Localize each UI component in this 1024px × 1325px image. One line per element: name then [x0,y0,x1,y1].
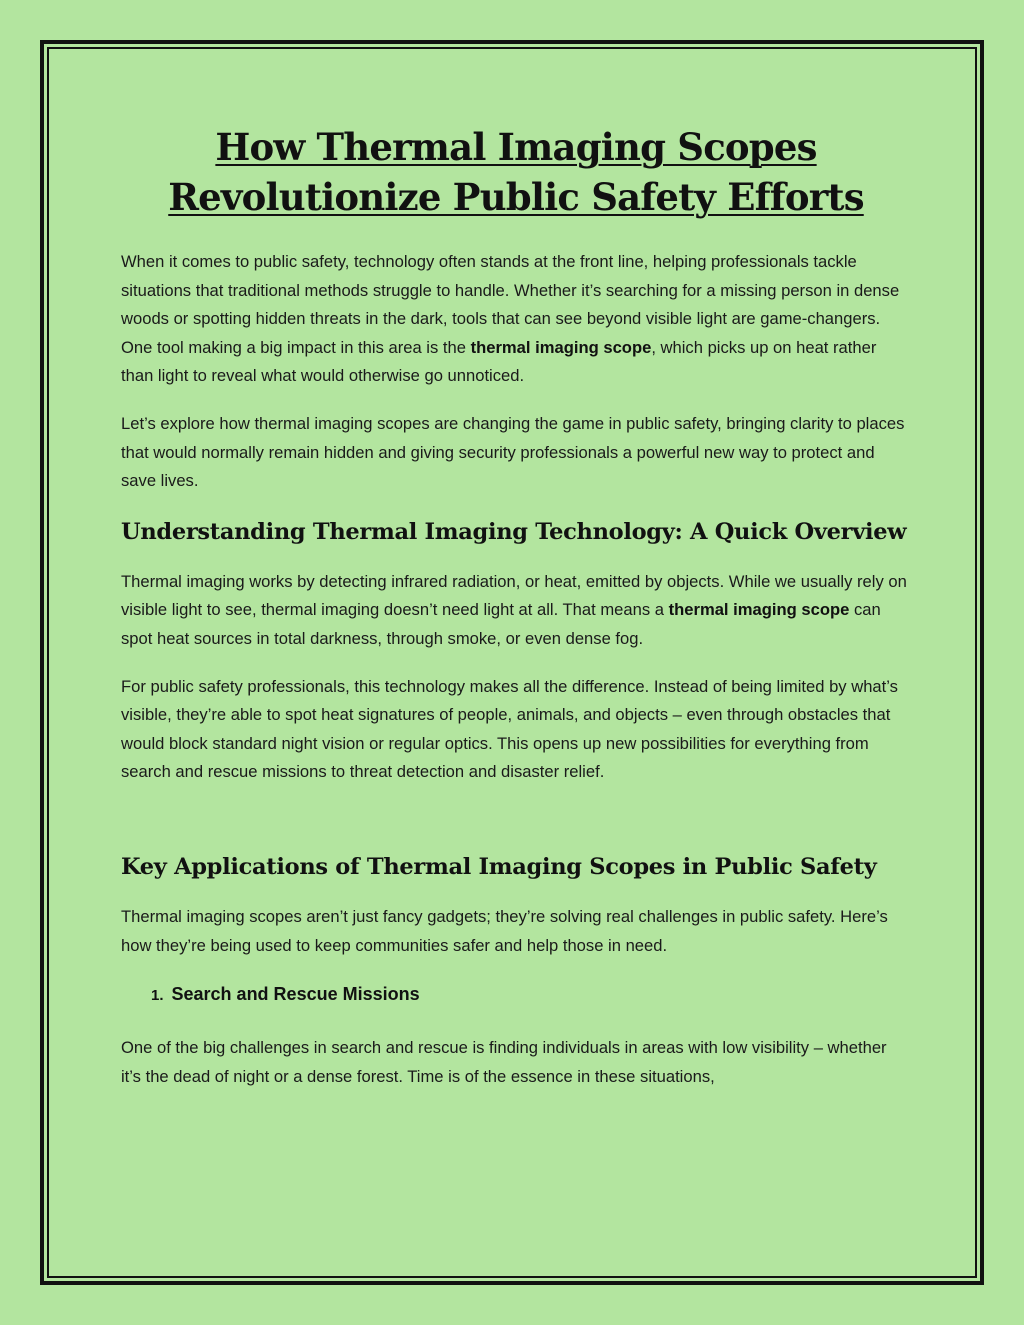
intro-paragraph-1 [121,248,911,391]
intro-p1-text-end: , which picks up on heat rather than light to reveal what would otherwise go unnoticed. [121,337,877,386]
applications-paragraph-1: Thermal imaging scopes aren’t just fancy gadgets; they’re solving real challenges in public safety. Here’s how they’re being used to keep communities safer and help those in need. [121,906,888,955]
list-item-label: Search and Rescue Missions [171,984,420,1005]
list-item [121,981,911,1009]
document-body [121,122,911,1091]
list-item-number: 1. [151,987,164,1005]
section-heading-applications: Key Applications of Thermal Imaging Scopes in Public Safety [121,853,877,880]
document-title [121,122,911,222]
intro-paragraph-2: Let’s explore how thermal imaging scopes are changing the game in public safety, bringing clarity to places that would normally remain hidden and giving security professionals a powerful new way to protect and save lives. [121,413,905,491]
title-line-1: How Thermal Imaging Scopes [215,125,817,169]
overview-paragraph-1 [121,568,911,654]
overview-p1-bold-term: thermal imaging scope [668,600,850,620]
list-item-paragraph: One of the big challenges in search and rescue is finding individuals in areas with low visibility – whether it’s the dead of night or a dense forest. Time is of the essence in these situations, [121,1038,887,1086]
overview-p1-text-start: Thermal imaging works by detecting infrared radiation, or heat, emitted by objects. While we usually rely on visible light to see, thermal imaging doesn’t need light at all. That means a [121,571,907,620]
title-line-2: Revolutionize Public Safety Efforts [168,175,864,219]
section-heading-overview: Understanding Thermal Imaging Technology: A Quick Overview [121,518,907,545]
overview-paragraph-2: For public safety professionals, this technology makes all the difference. Instead of being limited by what’s visible, they’re able to spot heat signatures of people, animals, and objects – even through obstacles that would block standard night vision or regular optics. This opens up new possibilities for everything from search and rescue missions to threat detection and disaster relief. [121,676,898,782]
overview-p1-text-end: can spot heat sources in total darkness, through smoke, or even dense fog. [121,600,881,648]
intro-p1-bold-term: thermal imaging scope [470,337,652,357]
intro-p1-text-start: When it comes to public safety, technology often stands at the front line, helping professionals tackle situations that traditional methods struggle to handle. Whether it’s searching for a missing person in dense woods or spotting hidden threats in the dark, tools that can see beyond visible light are game-changers. One tool making a big impact in this area is the [121,252,900,357]
